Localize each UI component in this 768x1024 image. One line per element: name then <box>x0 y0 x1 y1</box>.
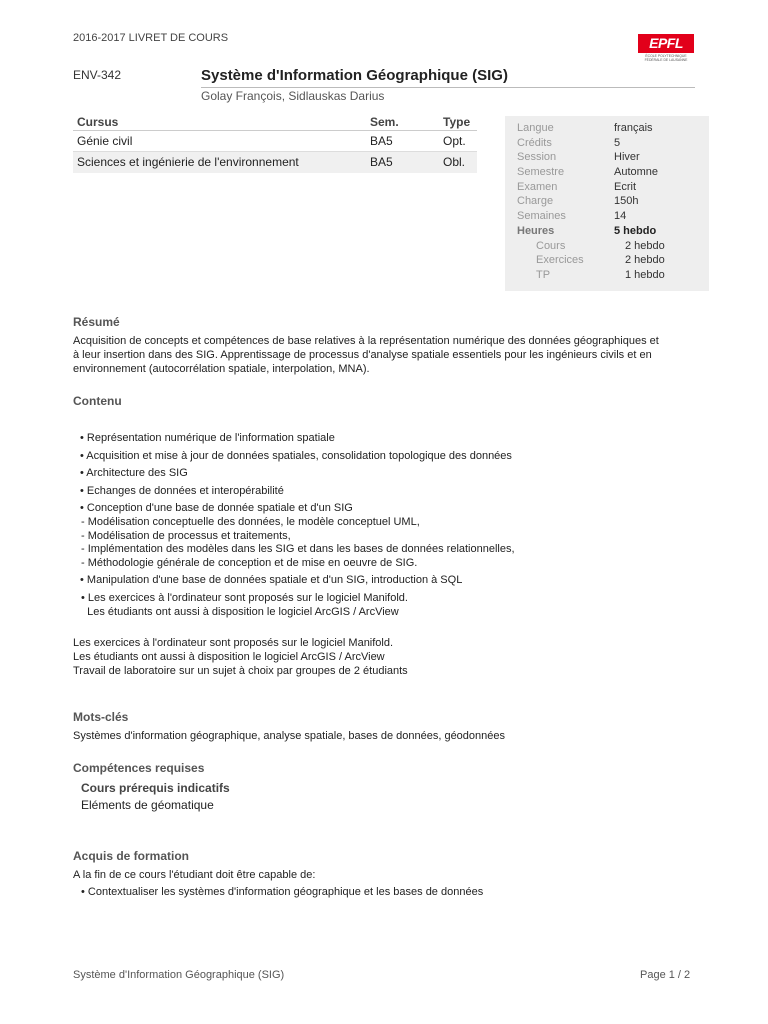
info-value: 2 hebdo <box>625 254 665 267</box>
info-key: Heures <box>517 224 555 237</box>
semester-cell: BA5 <box>366 152 439 173</box>
info-value: 14 <box>614 210 627 223</box>
info-key: Examen <box>517 180 558 193</box>
info-value: 2 hebdo <box>625 239 665 252</box>
competences-heading: Compétences requises <box>73 761 205 775</box>
keywords-text: Systèmes d'information géographique, analyse spatiale, bases de données, géodonnées <box>73 730 506 742</box>
resume-line: Acquisition de concepts et compétences de base relatives à la représentation numérique des données géographiques et <box>73 335 659 347</box>
course-title: Système d'Information Géographique (SIG) <box>201 67 508 84</box>
semester-header: Sem. <box>366 113 439 131</box>
resume-heading: Résumé <box>73 315 120 329</box>
info-row-practical <box>505 268 709 283</box>
list-item: • Acquisition et mise à jour de données spatiales, consolidation topologique des données <box>80 450 512 462</box>
footer-title: Système d'Information Géographique (SIG) <box>73 969 285 981</box>
info-key: Crédits <box>517 136 552 149</box>
list-item: • Les exercices à l'ordinateur sont proposés sur le logiciel Manifold. <box>81 592 408 604</box>
info-row-workload <box>505 194 709 209</box>
info-key: Semestre <box>517 166 565 179</box>
table-row <box>73 131 477 152</box>
logo-subtitle: ÉCOLE POLYTECHNIQUE FÉDÉRALE DE LAUSANNE <box>644 54 688 62</box>
keywords-heading: Mots-clés <box>73 710 129 724</box>
cursus-cell: Sciences et ingénierie de l'environnement <box>73 152 366 173</box>
info-key: Session <box>517 151 557 164</box>
contenu-note: Les étudiants ont aussi à disposition le logiciel ArcGIS / ArcView <box>73 651 385 663</box>
list-item: - Modélisation de processus et traitements, <box>81 530 291 542</box>
info-key: Exercices <box>536 254 584 267</box>
acquis-heading: Acquis de formation <box>73 849 190 863</box>
info-row-session <box>505 150 709 165</box>
list-item: - Implémentation des modèles dans les SIG et dans les bases de données relationnelles, <box>81 543 515 555</box>
info-key: TP <box>536 268 551 281</box>
cursus-cell: Génie civil <box>73 131 366 152</box>
info-value: 1 hebdo <box>625 268 665 281</box>
cursus-table <box>73 113 477 173</box>
catalog-year: 2016-2017 LIVRET DE COURS <box>73 32 229 44</box>
info-row-exam <box>505 180 709 195</box>
info-key: Semaines <box>517 210 566 223</box>
info-row-hours <box>505 224 709 239</box>
type-cell: Obl. <box>439 152 477 173</box>
info-value: 5 <box>614 136 621 149</box>
type-cell: Opt. <box>439 131 477 152</box>
semester-cell: BA5 <box>366 131 439 152</box>
info-value: Ecrit <box>614 180 636 193</box>
info-value: 5 hebdo <box>614 224 657 237</box>
course-code: ENV-342 <box>73 68 122 82</box>
table-row <box>73 152 477 173</box>
info-value: Hiver <box>614 151 640 164</box>
info-row-credits <box>505 136 709 151</box>
info-row-weeks <box>505 209 709 224</box>
info-value: français <box>614 122 653 134</box>
course-info-box <box>505 116 709 291</box>
contenu-heading: Contenu <box>73 394 122 408</box>
info-key: Charge <box>517 195 554 208</box>
list-item: • Architecture des SIG <box>80 467 188 479</box>
list-item: • Conception d'une base de donnée spatiale et d'un SIG <box>80 502 353 514</box>
resume-line: environnement (autocorrélation spatiale, interpolation, MNA). <box>73 363 370 375</box>
info-row-semester <box>505 165 709 180</box>
info-value: Automne <box>614 166 659 179</box>
list-item: • Représentation numérique de l'information spatiale <box>80 432 335 444</box>
list-item: - Méthodologie générale de conception et de mise en oeuvre de SIG. <box>81 557 418 569</box>
prerequisites-text: Eléments de géomatique <box>81 798 214 812</box>
acquis-intro: A la fin de ce cours l'étudiant doit être capable de: <box>73 869 316 881</box>
list-item: - Modélisation conceptuelle des données, le modèle conceptuel UML, <box>81 516 420 528</box>
contenu-note: Les exercices à l'ordinateur sont proposés sur le logiciel Manifold. <box>73 637 394 649</box>
contenu-note: Travail de laboratoire sur un sujet à choix par groupes de 2 étudiants <box>73 665 408 677</box>
logo-wordmark: EPFL <box>649 35 683 51</box>
info-row-lectures <box>505 239 709 254</box>
title-divider <box>201 87 695 88</box>
info-row-exercises <box>505 253 709 268</box>
list-item: • Manipulation d'une base de données spatiale et d'un SIG, introduction à SQL <box>80 574 463 586</box>
cursus-header: Cursus <box>73 113 366 131</box>
prerequisites-subheading: Cours prérequis indicatifs <box>81 781 230 795</box>
info-key: Cours <box>536 239 566 252</box>
course-teachers: Golay François, Sidlauskas Darius <box>201 89 385 103</box>
epfl-logo <box>638 34 694 62</box>
resume-line: à leur insertion dans des SIG. Apprentissage de processus d'analyse spatiale essentiels pour les ingénieurs civils et en <box>73 349 652 361</box>
info-row-language <box>505 121 709 136</box>
list-item: • Contextualiser les systèmes d'information géographique et les bases de données <box>81 886 484 898</box>
list-item: Les étudiants ont aussi à disposition le logiciel ArcGIS / ArcView <box>81 606 399 618</box>
list-item: • Echanges de données et interopérabilité <box>80 485 284 497</box>
page-number: Page 1 / 2 <box>640 969 691 981</box>
info-key: Langue <box>517 122 554 134</box>
info-value: 150h <box>614 195 639 208</box>
type-header: Type <box>439 113 477 131</box>
